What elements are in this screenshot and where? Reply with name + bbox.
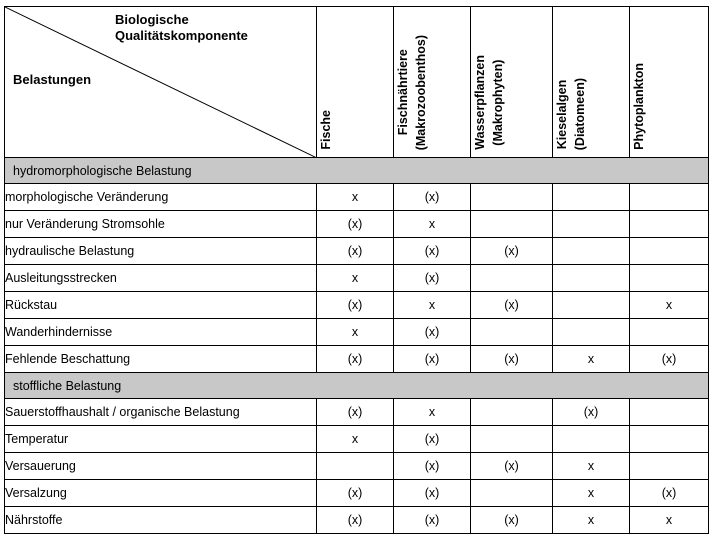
column-header-sublabel: (Makrozoobenthos) [414, 34, 428, 150]
impact-mark-cell [553, 211, 630, 238]
impact-mark-cell [630, 453, 709, 480]
impact-mark-cell [471, 426, 553, 453]
row-label: Fehlende Beschattung [5, 346, 317, 373]
impact-mark-cell: (x) [471, 238, 553, 265]
table-row [5, 399, 709, 426]
impact-mark-cell: x [553, 507, 630, 534]
column-header-label: Kieselalgen [555, 79, 569, 149]
column-header-fische [317, 7, 394, 158]
row-label: Nährstoffe [5, 507, 317, 534]
impact-mark-cell: (x) [317, 507, 394, 534]
impact-mark-cell: (x) [394, 480, 471, 507]
impact-mark-cell: (x) [553, 399, 630, 426]
row-label: hydraulische Belastung [5, 238, 317, 265]
impact-mark-cell [471, 399, 553, 426]
column-header-label: Phytoplankton [632, 63, 646, 150]
impact-mark-cell: x [553, 346, 630, 373]
impact-mark-cell: (x) [471, 453, 553, 480]
column-header-phytoplankton [630, 7, 709, 158]
impact-mark-cell: x [317, 184, 394, 211]
impact-mark-cell: (x) [471, 507, 553, 534]
impact-mark-cell [553, 426, 630, 453]
impact-mark-cell: x [317, 265, 394, 292]
impact-mark-cell [553, 319, 630, 346]
impact-mark-cell [553, 292, 630, 319]
row-label: Temperatur [5, 426, 317, 453]
table-row [5, 184, 709, 211]
impact-mark-cell [630, 265, 709, 292]
section-header-row [5, 158, 709, 184]
impact-mark-cell: x [394, 399, 471, 426]
impact-mark-cell: x [394, 292, 471, 319]
impact-mark-cell: (x) [630, 480, 709, 507]
impact-mark-cell: (x) [394, 319, 471, 346]
table-row [5, 426, 709, 453]
impact-mark-cell: (x) [394, 453, 471, 480]
impact-mark-cell [471, 319, 553, 346]
column-header-kieselalgen [553, 7, 630, 158]
row-label: Versalzung [5, 480, 317, 507]
table-row [5, 238, 709, 265]
impact-mark-cell [317, 453, 394, 480]
column-header-sublabel: (Diatomeen) [573, 77, 587, 150]
impact-mark-cell: (x) [471, 292, 553, 319]
table-body [5, 7, 709, 534]
impact-mark-cell [553, 265, 630, 292]
impact-mark-cell [553, 238, 630, 265]
impact-mark-cell: (x) [317, 292, 394, 319]
impact-mark-cell: (x) [317, 238, 394, 265]
row-label: Versauerung [5, 453, 317, 480]
impact-mark-cell: (x) [317, 211, 394, 238]
impact-mark-cell [630, 319, 709, 346]
column-header-fischnaehrtiere [394, 7, 471, 158]
impact-mark-cell: (x) [630, 346, 709, 373]
impact-mark-cell [553, 184, 630, 211]
stressors-heading: Belastungen [13, 72, 92, 87]
impact-mark-cell: (x) [394, 238, 471, 265]
table-row [5, 265, 709, 292]
impact-mark-cell [471, 265, 553, 292]
table-row [5, 319, 709, 346]
table-row [5, 480, 709, 507]
impact-mark-cell [630, 184, 709, 211]
column-header-label: Fischnährtiere [396, 49, 410, 136]
impact-mark-cell: x [553, 480, 630, 507]
impact-mark-cell: (x) [471, 346, 553, 373]
table-row [5, 453, 709, 480]
impact-mark-cell [630, 211, 709, 238]
section-header-row [5, 373, 709, 399]
impact-mark-cell [630, 426, 709, 453]
header-row [5, 7, 709, 158]
row-label: Rückstau [5, 292, 317, 319]
section-title: stoffliche Belastung [5, 373, 709, 399]
impact-mark-cell [630, 238, 709, 265]
impact-mark-cell: (x) [317, 399, 394, 426]
table-row [5, 211, 709, 238]
table-row [5, 346, 709, 373]
impact-mark-cell [471, 211, 553, 238]
impact-mark-cell: x [317, 426, 394, 453]
impact-mark-cell: (x) [394, 184, 471, 211]
table-row [5, 507, 709, 534]
table-row [5, 292, 709, 319]
row-label: Sauerstoffhaushalt / organische Belastung [5, 399, 317, 426]
impact-mark-cell: (x) [394, 265, 471, 292]
impact-mark-cell: x [553, 453, 630, 480]
row-label: Wanderhindernisse [5, 319, 317, 346]
impact-mark-cell: x [630, 507, 709, 534]
column-header-sublabel: (Makrophyten) [491, 59, 505, 146]
impact-mark-cell: (x) [394, 426, 471, 453]
stressor-matrix-table [4, 6, 709, 534]
column-header-label: Wasserpflanzen [473, 55, 487, 150]
impact-mark-cell: (x) [394, 507, 471, 534]
column-header-label: Fische [319, 110, 333, 150]
impact-mark-cell: (x) [317, 480, 394, 507]
impact-mark-cell [471, 184, 553, 211]
section-title: hydromorphologische Belastung [5, 158, 709, 184]
impact-mark-cell [630, 399, 709, 426]
impact-mark-cell: (x) [317, 346, 394, 373]
impact-mark-cell: x [394, 211, 471, 238]
impact-mark-cell: x [317, 319, 394, 346]
impact-mark-cell: x [630, 292, 709, 319]
row-label: Ausleitungsstrecken [5, 265, 317, 292]
impact-mark-cell [471, 480, 553, 507]
row-label: morphologische Veränderung [5, 184, 317, 211]
row-label: nur Veränderung Stromsohle [5, 211, 317, 238]
impact-mark-cell: (x) [394, 346, 471, 373]
quality-component-heading: Biologische Qualitätskomponente [115, 12, 248, 43]
column-header-wasserpflanzen [471, 7, 553, 158]
corner-cell [5, 7, 317, 158]
